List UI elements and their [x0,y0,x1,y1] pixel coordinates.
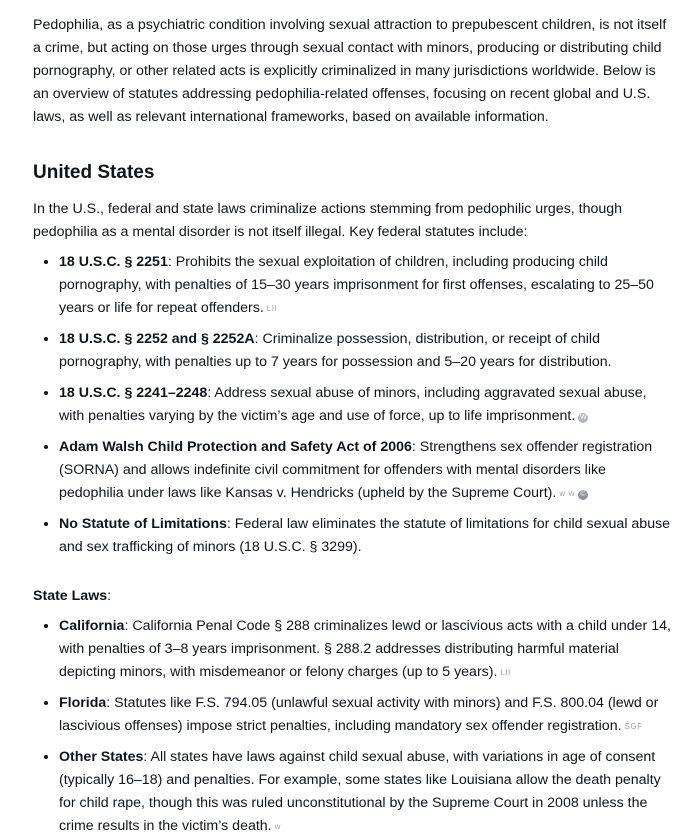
statute-title: No Statute of Limitations [59,516,227,532]
citation-source-icon[interactable]: w [559,489,566,498]
state-title: Other States [59,749,144,765]
list-item-2241 [59,381,672,428]
statute-title: 18 U.S.C. § 2251 [59,254,168,270]
state-laws-list [33,614,672,838]
list-item-statute-of-limitations [59,512,672,559]
state-title: California [59,618,125,634]
section-heading-united-states: United States [33,162,155,183]
statute-title: 18 U.S.C. § 2241–2248 [59,385,208,401]
statute-title: Adam Walsh Child Protection and Safety Act of 2006 [59,439,412,455]
citation-source-icon[interactable]: SGF [624,722,643,731]
list-item-other-states [59,745,672,838]
state-text: : California Penal Code § 288 criminalizes lewd or lascivious acts with a child under 14, with penalties of 3–8 years imprisonment. § 288.2 addresses distributing harmful material depicting minors, with misdemeanor or felony charges (up to 5 years). [59,618,671,680]
list-item-florida [59,691,672,738]
statute-text: : Address sexual abuse of minors, including aggravated sexual abuse, with penalties varying by the victim’s age and use of force, up to life imprisonment. [59,385,647,424]
list-item-2252 [59,327,672,374]
citation-source-icon[interactable]: LII [266,304,278,313]
state-laws-colon: : [107,588,112,604]
citation-circle-icon[interactable]: © [578,490,588,500]
citation-source-icon[interactable]: LII [500,668,511,677]
statute-title: 18 U.S.C. § 2252 and § 2252A [59,331,255,347]
state-laws-label [33,585,672,608]
statute-text: : Prohibits the sexual exploitation of children, including producing child pornography, with penalties of 15–30 years imprisonment for first offenses, escalating to 25–50 years or life for repeat offenders. [59,254,654,316]
list-item-adam-walsh [59,435,672,505]
citation-source-icon[interactable]: w [274,822,281,831]
list-item-2251 [59,250,672,320]
list-item-california [59,614,672,684]
state-text: : Statutes like F.S. 794.05 (unlawful sexual activity with minors) and F.S. 800.04 (lewd or lascivious offenses) impose strict penalties, including mandatory sex offender registration. [59,695,659,734]
state-title: Florida [59,695,107,711]
federal-statutes-list [33,250,672,559]
statute-text: : Federal law eliminates the statute of limitations for child sexual abuse and sex trafficking of minors (18 U.S.C. § 3299). [59,516,671,555]
citation-source-icon[interactable]: w [568,489,575,498]
intro-paragraph: Pedophilia, as a psychiatric condition involving sexual attraction to prepubescent children, is not itself a crime, but acting on those urges through sexual contact with minors, producing or distributing child pornography, or other related acts is explicitly criminalized in many jurisdictions worldwide. Below is an overview of statutes addressing pedophilia-related offenses, focusing on recent global and U.S. laws, as well as relevant international frameworks, based on available information. [33,17,667,125]
state-text: : All states have laws against child sexual abuse, with variations in age of consent (typically 16–18) and penalties. For example, some states like Louisiana allow the death penalty for child rape, though this was ruled unconstitutional by the Supreme Court in 2008 unless the crime results in the victim’s death. [59,749,661,834]
us-intro-paragraph: In the U.S., federal and state laws criminalize actions stemming from pedophilic urges, though pedophilia as a mental disorder is not itself illegal. Key federal statutes include: [33,201,623,240]
statute-text: : Criminalize possession, distribution, or receipt of child pornography, with penalties up to 7 years for possession and 5–20 years for distribution. [59,331,612,370]
citation-wordpress-icon[interactable]: W [579,414,587,421]
statute-text: : Strengthens sex offender registration (SORNA) and allows indefinite civil commitment for offenders with mental disorders like pedophilia under laws like Kansas v. Hendricks (upheld by the Supreme Court). [59,439,653,501]
state-laws-title: State Laws [33,588,108,604]
